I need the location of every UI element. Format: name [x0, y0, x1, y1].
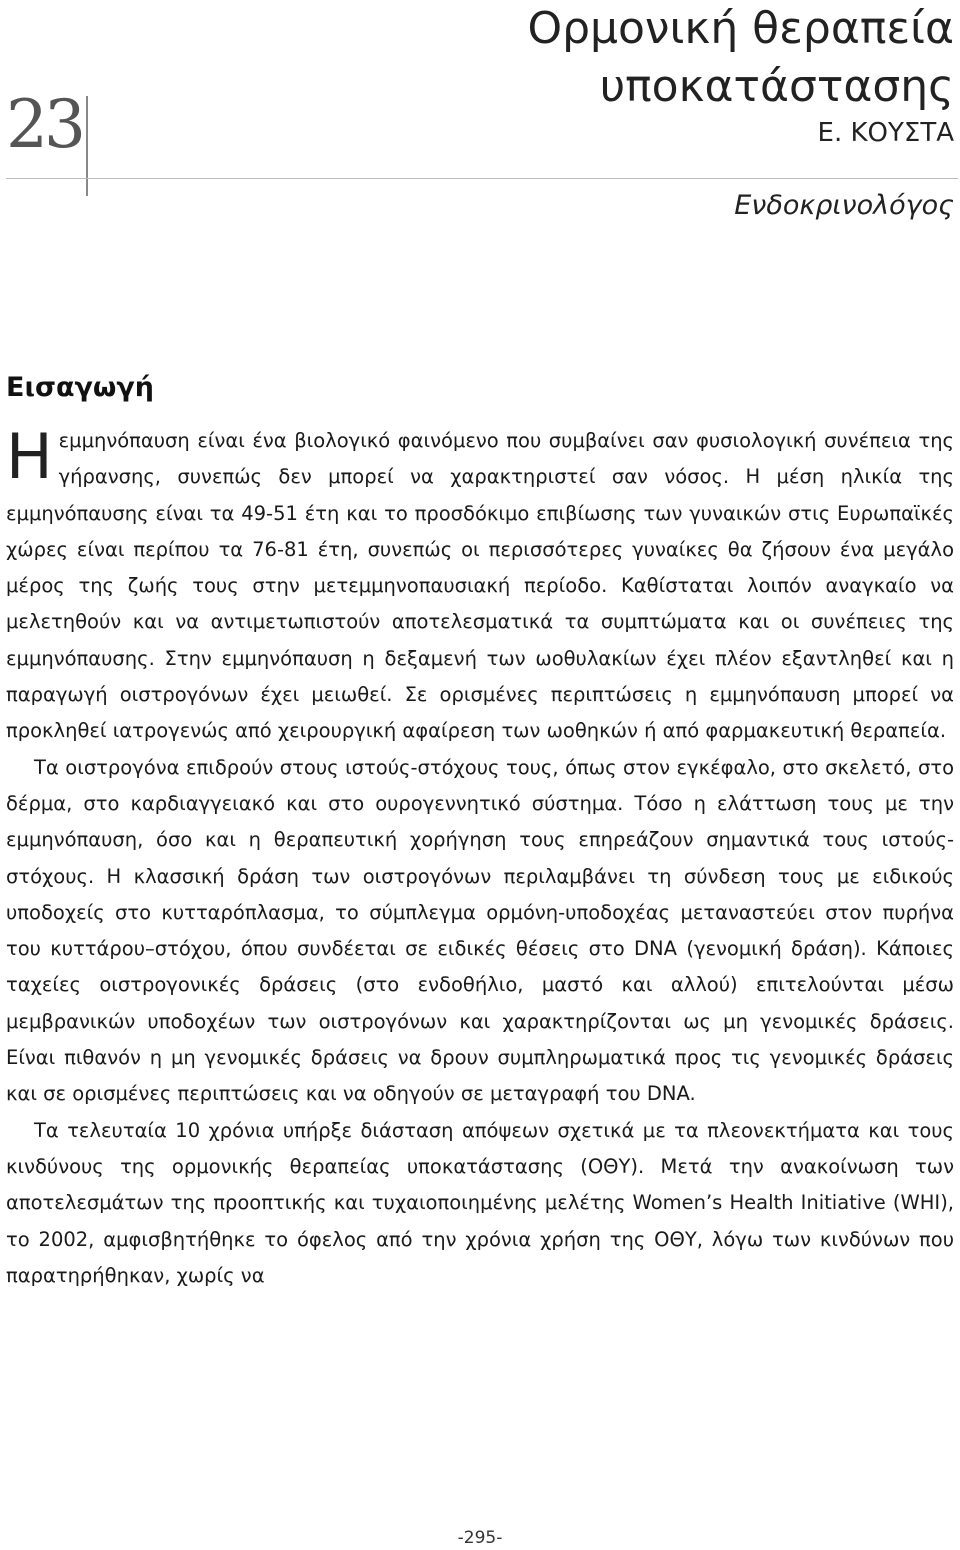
chapter-title: Ορμονική θεραπεία υποκατάστασης [527, 3, 954, 112]
page-number: -295- [457, 1528, 503, 1548]
body-text [6, 420, 954, 1294]
paragraph-1 [6, 420, 954, 750]
header-rule [6, 178, 958, 179]
author-affiliation: Ενδοκρινολόγος [734, 190, 954, 221]
chapter-number: 23 [6, 86, 82, 163]
paragraph-1-text: εμμηνόπαυση είναι ένα βιολογικό φαινόμενο που συμβαίνει σαν φυσιολογική συνέπεια της γήρανσης, συνεπώς δεν μπορεί να χαρακτηριστεί σαν νόσος. Η μέση ηλικία της εμμηνόπαυσης είναι τα 49-51 έτη και το προσδόκιμο επιβίωσης των γυναικών στις Ευρωπαϊκές χώρες είναι περίπου τα 76-81 έτη, συνεπώς οι περισσότερες γυναίκες θα ζήσουν ένα μεγάλο μέρος της ζωής τους στην μετεμμηνοπαυσιακή περίοδο. Καθίσταται λοιπόν αναγκαίο να μελετηθούν και να αντιμετωπιστούν αποτελεσματικά τα συμπτώματα και οι συνέπειες της εμμηνόπαυσης. Στην εμμηνόπαυση η δεξαμενή των ωοθυλακίων έχει πλέον εξαντληθεί και η παραγωγή οιστρογόνων έχει μειωθεί. Σε ορισμένες περιπτώσεις η εμμηνόπαυση μπορεί να προκληθεί ιατρογενώς από χειρουργική αφαίρεση των ωοθηκών ή από φαρμακευτική θεραπεία. [6, 429, 954, 743]
chapter-author: Ε. ΚΟΥΣΤΑ [817, 118, 954, 148]
section-heading: Εισαγωγή [6, 372, 155, 403]
chapter-divider [86, 96, 88, 196]
paragraph-3: Τα τελευταία 10 χρόνια υπήρξε διάσταση απόψεων σχετικά με τα πλεονεκτήματα και τους κινδύνους της ορμονικής θεραπείας υποκατάστασης (ΟΘΥ). Μετά την ανακοίνωση των αποτελεσμάτων της προοπτικής και τυχαιοποιημένης μελέτης Women’s Health Initiative (WHI), το 2002, αμφισβητήθηκε το όφελος από την χρόνια χρήση της ΟΘΥ, λόγω των κινδύνων που παρατηρήθηκαν, χωρίς να [6, 1118, 954, 1287]
paragraph-2: Τα οιστρογόνα επιδρούν στους ιστούς-στόχους τους, όπως στον εγκέφαλο, στο σκελετό, στο δέρμα, στο καρδιαγγειακό και στο ουρογεννητικό σύστημα. Τόσο η ελάττωση τους με την εμμηνόπαυση, όσο και η θεραπευτική χορήγηση τους επηρεάζουν σημαντικά τους ιστούς-στόχους. Η κλασσική δράση των οιστρογόνων περιλαμβάνει τη σύνδεση τους με ειδικούς υποδοχείς στο κυτταρόπλασμα, το σύμπλεγμα ορμόνη-υποδοχέας μεταναστεύει στον πυρήνα του κυττάρου–στόχου, όπου συνδέεται σε ειδικές θέσεις στο DNA (γενομική δράση). Κάποιες ταχείες οιστρογονικές δράσεις (στο ενδοθήλιο, μαστό και αλλού) επιτελούνται μέσω μεμβρανικών υποδοχέων των οιστρογόνων και χαρακτηρίζονται ως μη γενομικές δράσεις. Είναι πιθανόν η μη γενομικές δράσεις να δρουν συμπληρωματικά προς τις γενομικές δράσεις και σε ορισμένες περιπτώσεις και να οδηγούν σε μεταγραφή του DNA. [6, 755, 954, 1106]
dropcap: Η [6, 420, 53, 493]
